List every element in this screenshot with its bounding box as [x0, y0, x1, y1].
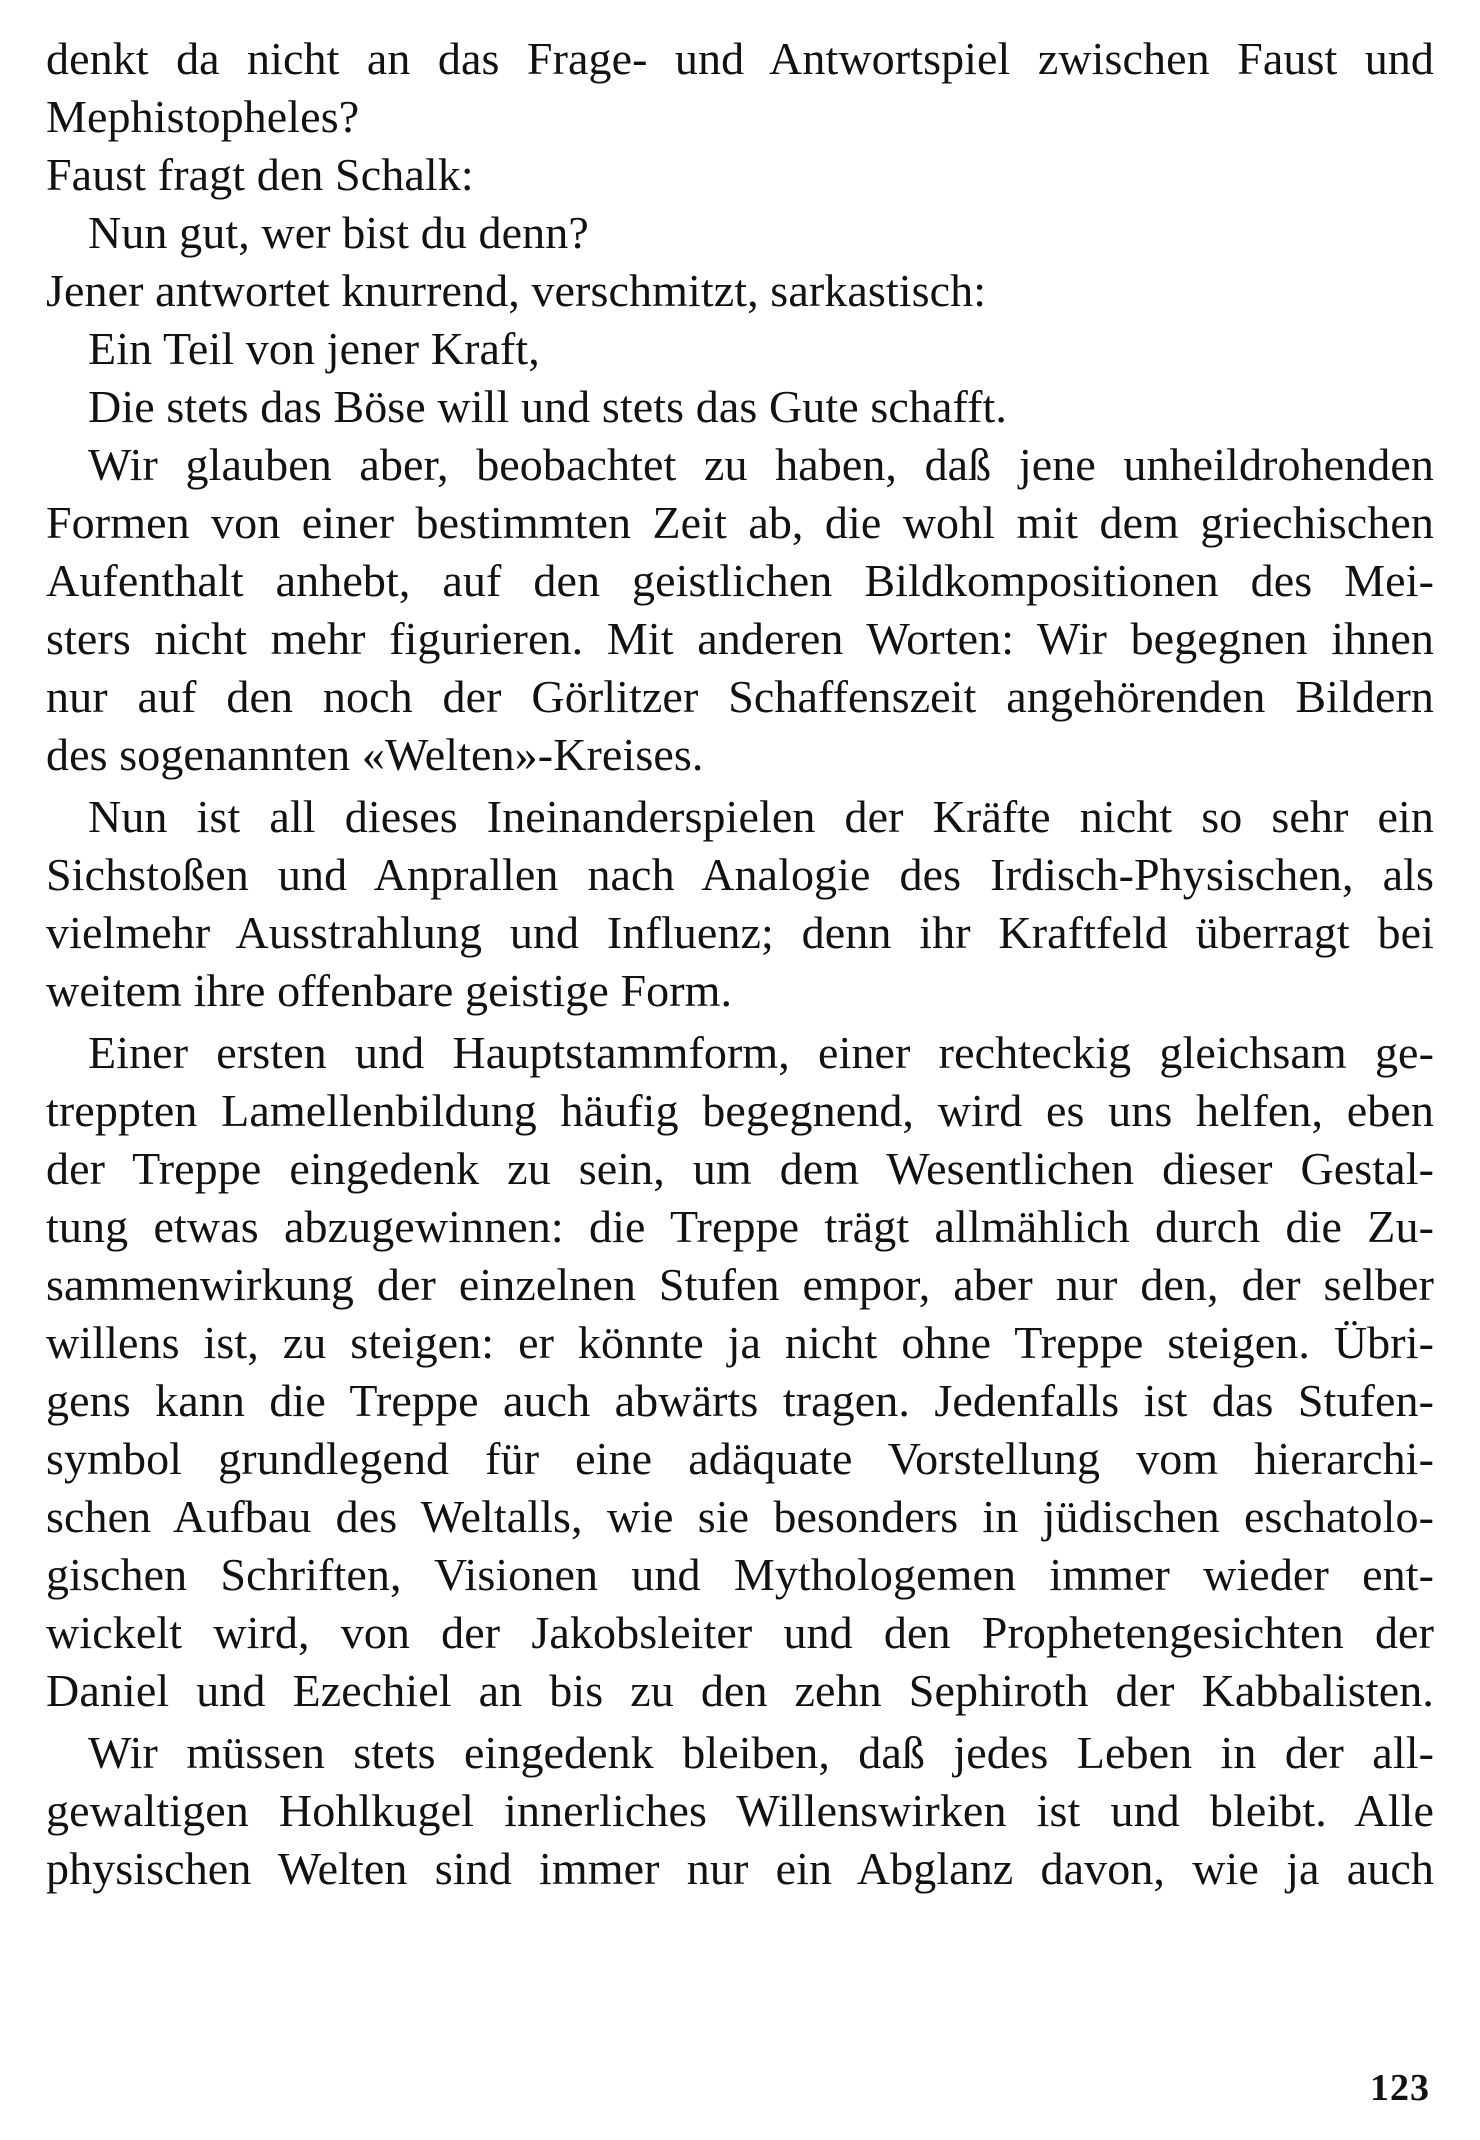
- text-line: schen Aufbau des Weltalls, wie sie besonders in jüdischen eschatolo-: [46, 1491, 1434, 1542]
- text-line: Formen von einer bestimmten Zeit ab, die wohl mit dem griechischen: [46, 497, 1434, 548]
- text-line: Mephistopheles?: [46, 91, 360, 142]
- text-line: weitem ihre offenbare geistige Form.: [46, 965, 733, 1016]
- verse-line: Ein Teil von jener Kraft,: [88, 323, 540, 374]
- text-line: Jener antwortet knurrend, verschmitzt, sarkastisch:: [46, 265, 987, 316]
- text-line: gewaltigen Hohlkugel innerliches Willenswirken ist und bleibt. Alle: [46, 1785, 1434, 1836]
- text-line: Nun ist all dieses Ineinanderspielen der Kräfte nicht so sehr ein: [88, 791, 1434, 842]
- text-line: Daniel und Ezechiel an bis zu den zehn Sephiroth der Kabbalisten.: [46, 1665, 1434, 1716]
- text-line: Einer ersten und Hauptstammform, einer rechteckig gleichsam ge-: [88, 1027, 1434, 1078]
- text-line: Aufenthalt anhebt, auf den geistlichen Bildkompositionen des Mei-: [46, 555, 1434, 606]
- text-line: tung etwas abzugewinnen: die Treppe trägt allmählich durch die Zu-: [46, 1201, 1434, 1252]
- verse-line: Nun gut, wer bist du denn?: [88, 207, 589, 258]
- text-line: des sogenannten «Welten»-Kreises.: [46, 729, 704, 780]
- text-line: Faust fragt den Schalk:: [46, 149, 474, 200]
- text-line: gens kann die Treppe auch abwärts tragen. Jedenfalls ist das Stufen-: [46, 1375, 1434, 1426]
- text-line: Wir glauben aber, beobachtet zu haben, daß jene unheildrohenden: [88, 439, 1434, 490]
- text-line: vielmehr Ausstrahlung und Influenz; denn ihr Kraftfeld überragt bei: [46, 907, 1434, 958]
- text-line: Sichstoßen und Anprallen nach Analogie des Irdisch-Physischen, als: [46, 849, 1434, 900]
- text-line: der Treppe eingedenk zu sein, um dem Wesentlichen dieser Gestal-: [46, 1143, 1434, 1194]
- text-line: treppten Lamellenbildung häufig begegnend, wird es uns helfen, eben: [46, 1085, 1434, 1136]
- text-line: wickelt wird, von der Jakobsleiter und den Prophetengesichten der: [46, 1607, 1434, 1658]
- verse-line: Die stets das Böse will und stets das Gute schafft.: [88, 381, 1008, 432]
- text-line: gischen Schriften, Visionen und Mythologemen immer wieder ent-: [46, 1549, 1434, 1600]
- text-line: Wir müssen stets eingedenk bleiben, daß jedes Leben in der all-: [88, 1727, 1434, 1778]
- page-number: 123: [1370, 2067, 1430, 2109]
- text-line: denkt da nicht an das Frage- und Antwortspiel zwischen Faust und: [46, 33, 1434, 84]
- text-line: sters nicht mehr figurieren. Mit anderen Worten: Wir begegnen ihnen: [46, 613, 1434, 664]
- text-line: symbol grundlegend für eine adäquate Vorstellung vom hierarchi-: [46, 1433, 1434, 1484]
- text-line: physischen Welten sind immer nur ein Abglanz davon, wie ja auch: [46, 1843, 1434, 1894]
- text-line: nur auf den noch der Görlitzer Schaffenszeit angehörenden Bildern: [46, 671, 1434, 722]
- text-line: willens ist, zu steigen: er könnte ja nicht ohne Treppe steigen. Übri-: [46, 1317, 1434, 1368]
- text-line: sammenwirkung der einzelnen Stufen empor, aber nur den, der selber: [46, 1259, 1434, 1310]
